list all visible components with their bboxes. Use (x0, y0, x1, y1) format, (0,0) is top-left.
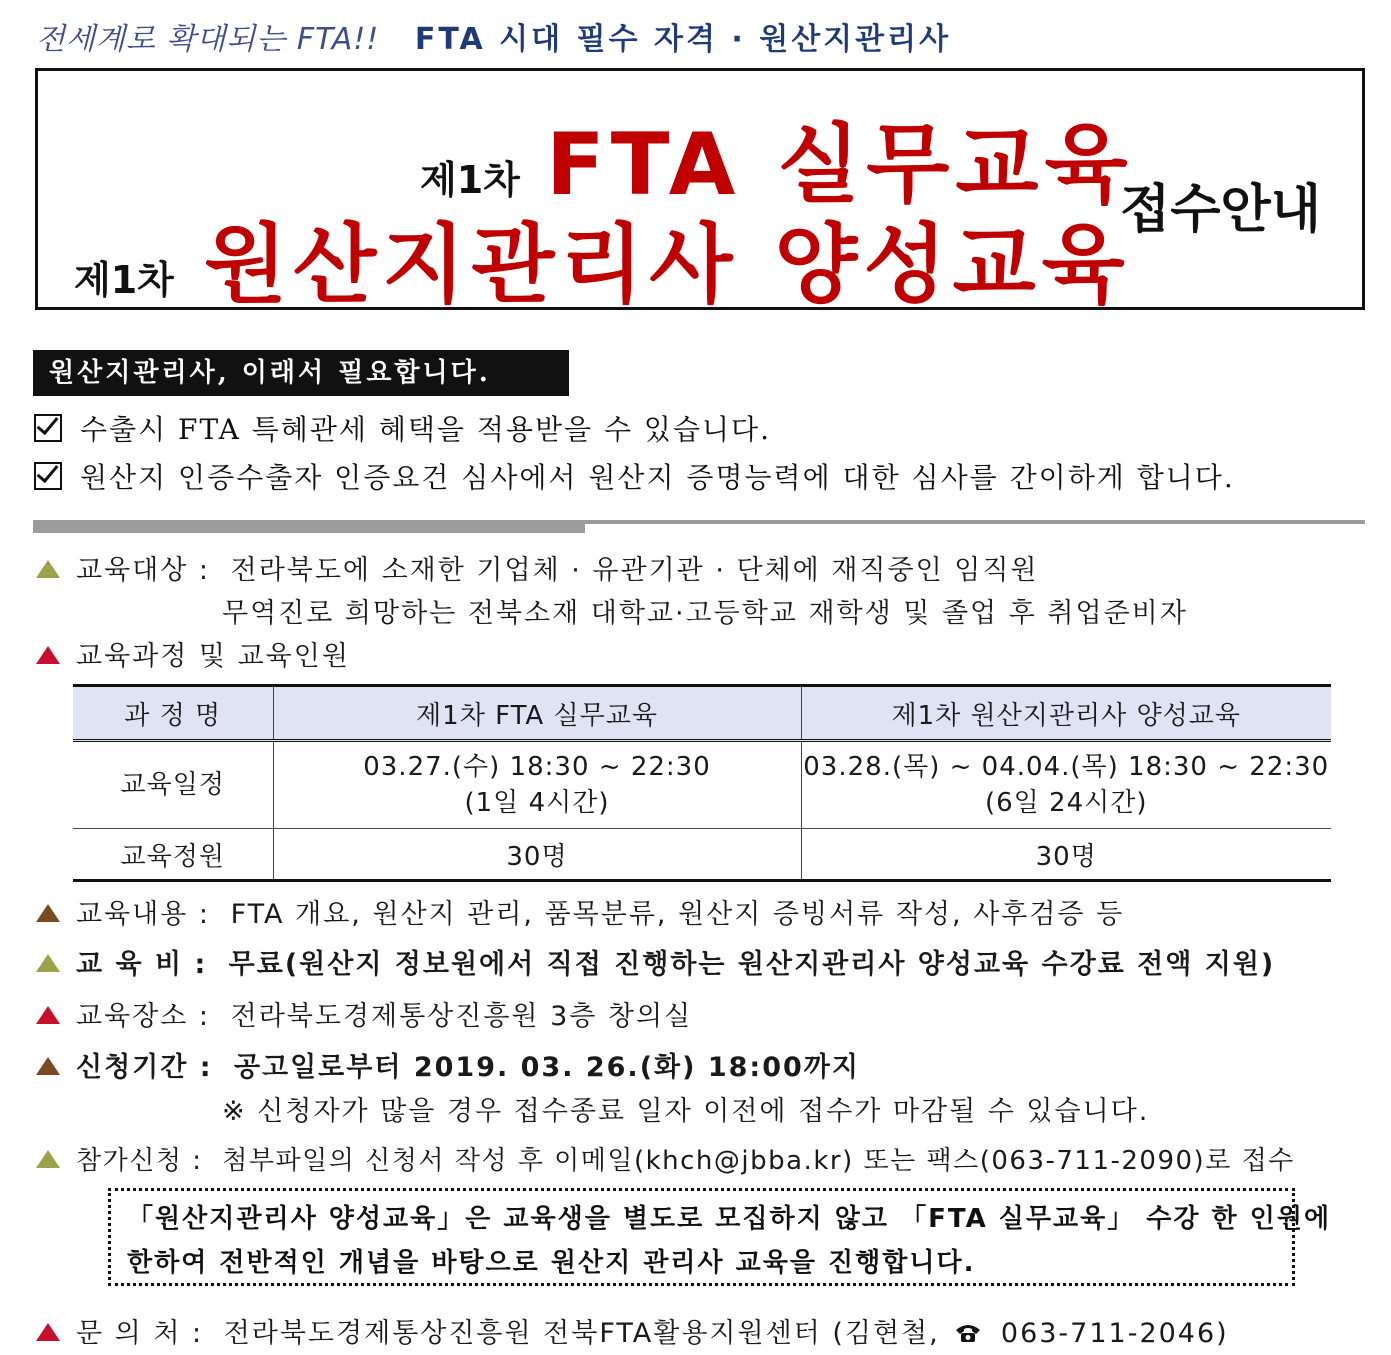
checkbox-icon (34, 462, 62, 490)
phone-icon (954, 1322, 982, 1344)
target-line2: 무역진로 희망하는 전북소재 대학교·고등학교 재학생 및 졸업 후 취업준비자 (222, 598, 1188, 629)
schedule-fta-duration: (1일 4시간) (464, 788, 610, 818)
header-fta-practice: 제1차 FTA 실무교육 (273, 686, 801, 741)
title-line1-main: FTA 실무교육 (546, 115, 1134, 215)
triangle-bullet-icon (36, 1150, 60, 1168)
title-line2-main: 원산지관리사 양성교육 (204, 215, 1131, 315)
title-box (35, 68, 1365, 315)
contact-key: 문 의 처 : (76, 1318, 204, 1349)
period-value: 공고일로부터 2019. 03. 26.(화) 18:00까지 (233, 1052, 860, 1083)
period-note: ※ 신청자가 많을 경우 접수종료 일자 이전에 접수가 마감될 수 있습니다. (222, 1096, 1150, 1127)
title-suffix: 접수안내 (1120, 180, 1321, 240)
target-key: 교육대상 : (76, 555, 211, 586)
triangle-bullet-icon (36, 904, 60, 922)
info-contact (36, 1311, 1229, 1350)
apply-key: 참가신청 : (76, 1146, 203, 1176)
row-label-schedule: 교육일정 (73, 741, 273, 829)
notice-line2: 한하여 전반적인 개념을 바탕으로 원산지 관리사 교육을 진행합니다. (127, 1248, 976, 1278)
need-item-text: 수출시 FTA 특혜관세 혜택을 적용받을 수 있습니다. (80, 413, 772, 446)
schedule-origin-time: 03.28.(목) ~ 04.04.(목) 18:30 ~ 22:30 (803, 752, 1330, 782)
capacity-origin: 30명 (801, 829, 1331, 881)
fee-value: 무료(원산지 정보원에서 직접 진행하는 원산지관리사 양성교육 수강료 전액 지원) (228, 949, 1276, 980)
course-heading: 교육과정 및 교육인원 (76, 641, 350, 672)
need-label: 원산지관리사, 이래서 필요합니다. (33, 350, 569, 396)
notice-box (108, 1188, 1332, 1286)
header-origin-manager: 제1차 원산지관리사 양성교육 (801, 686, 1331, 741)
capacity-fta: 30명 (273, 829, 801, 881)
need-item-1 (34, 408, 771, 448)
content-value: FTA 개요, 원산지 관리, 품목분류, 원산지 증빙서류 작성, 사후검증 등 (230, 899, 1125, 930)
table-row (73, 741, 1331, 829)
triangle-bullet-icon (36, 646, 60, 664)
info-course-heading (36, 634, 350, 673)
triangle-bullet-icon (36, 1057, 60, 1075)
apply-value: 첨부파일의 신청서 작성 후 이메일(khch@jbba.kr) 또는 팩스(063-711-2090)로 접수 (222, 1146, 1295, 1176)
place-key: 교육장소 : (76, 1001, 211, 1032)
header-course-name: 과 정 명 (73, 686, 273, 741)
divider-accent (33, 520, 585, 533)
need-item-2 (34, 456, 1235, 496)
slogan-italic: 전세계로 확대되는 FTA!! (36, 22, 380, 57)
slogan-bold: FTA 시대 필수 자격 · 원산지관리사 (414, 22, 952, 57)
contact-org: 전라북도경제통상진흥원 전북FTA활용지원센터 (김현철, (223, 1318, 940, 1349)
info-target (36, 548, 1038, 587)
title-line1-prefix: 제1차 (420, 158, 520, 202)
schedule-fta (273, 741, 801, 829)
schedule-origin (801, 741, 1331, 829)
info-apply (36, 1140, 1295, 1177)
title-line2-prefix: 제1차 (74, 258, 174, 302)
checkbox-icon (34, 414, 62, 442)
triangle-bullet-icon (36, 560, 60, 578)
top-slogan (36, 14, 951, 58)
table-header-row (73, 686, 1331, 741)
triangle-bullet-icon (36, 1006, 60, 1024)
content-key: 교육내용 : (76, 899, 211, 930)
need-item-text: 원산지 인증수출자 인증요건 심사에서 원산지 증명능력에 대한 심사를 간이하게 합니다. (80, 461, 1235, 494)
triangle-bullet-icon (36, 1323, 60, 1341)
triangle-bullet-icon (36, 954, 60, 972)
table-row (73, 829, 1331, 881)
row-label-capacity: 교육정원 (73, 829, 273, 881)
info-place (36, 994, 692, 1033)
target-line1: 전라북도에 소재한 기업체 · 유관기관 · 단체에 재직중인 임직원 (230, 555, 1039, 586)
info-fee (36, 942, 1275, 981)
contact-phone: 063-711-2046) (1000, 1318, 1229, 1349)
info-content (36, 892, 1124, 931)
fee-key: 교 육 비 : (76, 949, 208, 980)
place-value: 전라북도경제통상진흥원 3층 창의실 (230, 1001, 693, 1032)
period-key: 신청기간 : (76, 1052, 213, 1083)
schedule-fta-time: 03.27.(수) 18:30 ~ 22:30 (363, 752, 711, 782)
course-table (73, 684, 1331, 882)
schedule-origin-duration: (6일 24시간) (984, 788, 1148, 818)
info-period (36, 1045, 860, 1084)
notice-line1: 「원산지관리사 양성교육」은 교육생을 별도로 모집하지 않고 「FTA 실무교육」 수강 한 인원에 (127, 1204, 1332, 1234)
